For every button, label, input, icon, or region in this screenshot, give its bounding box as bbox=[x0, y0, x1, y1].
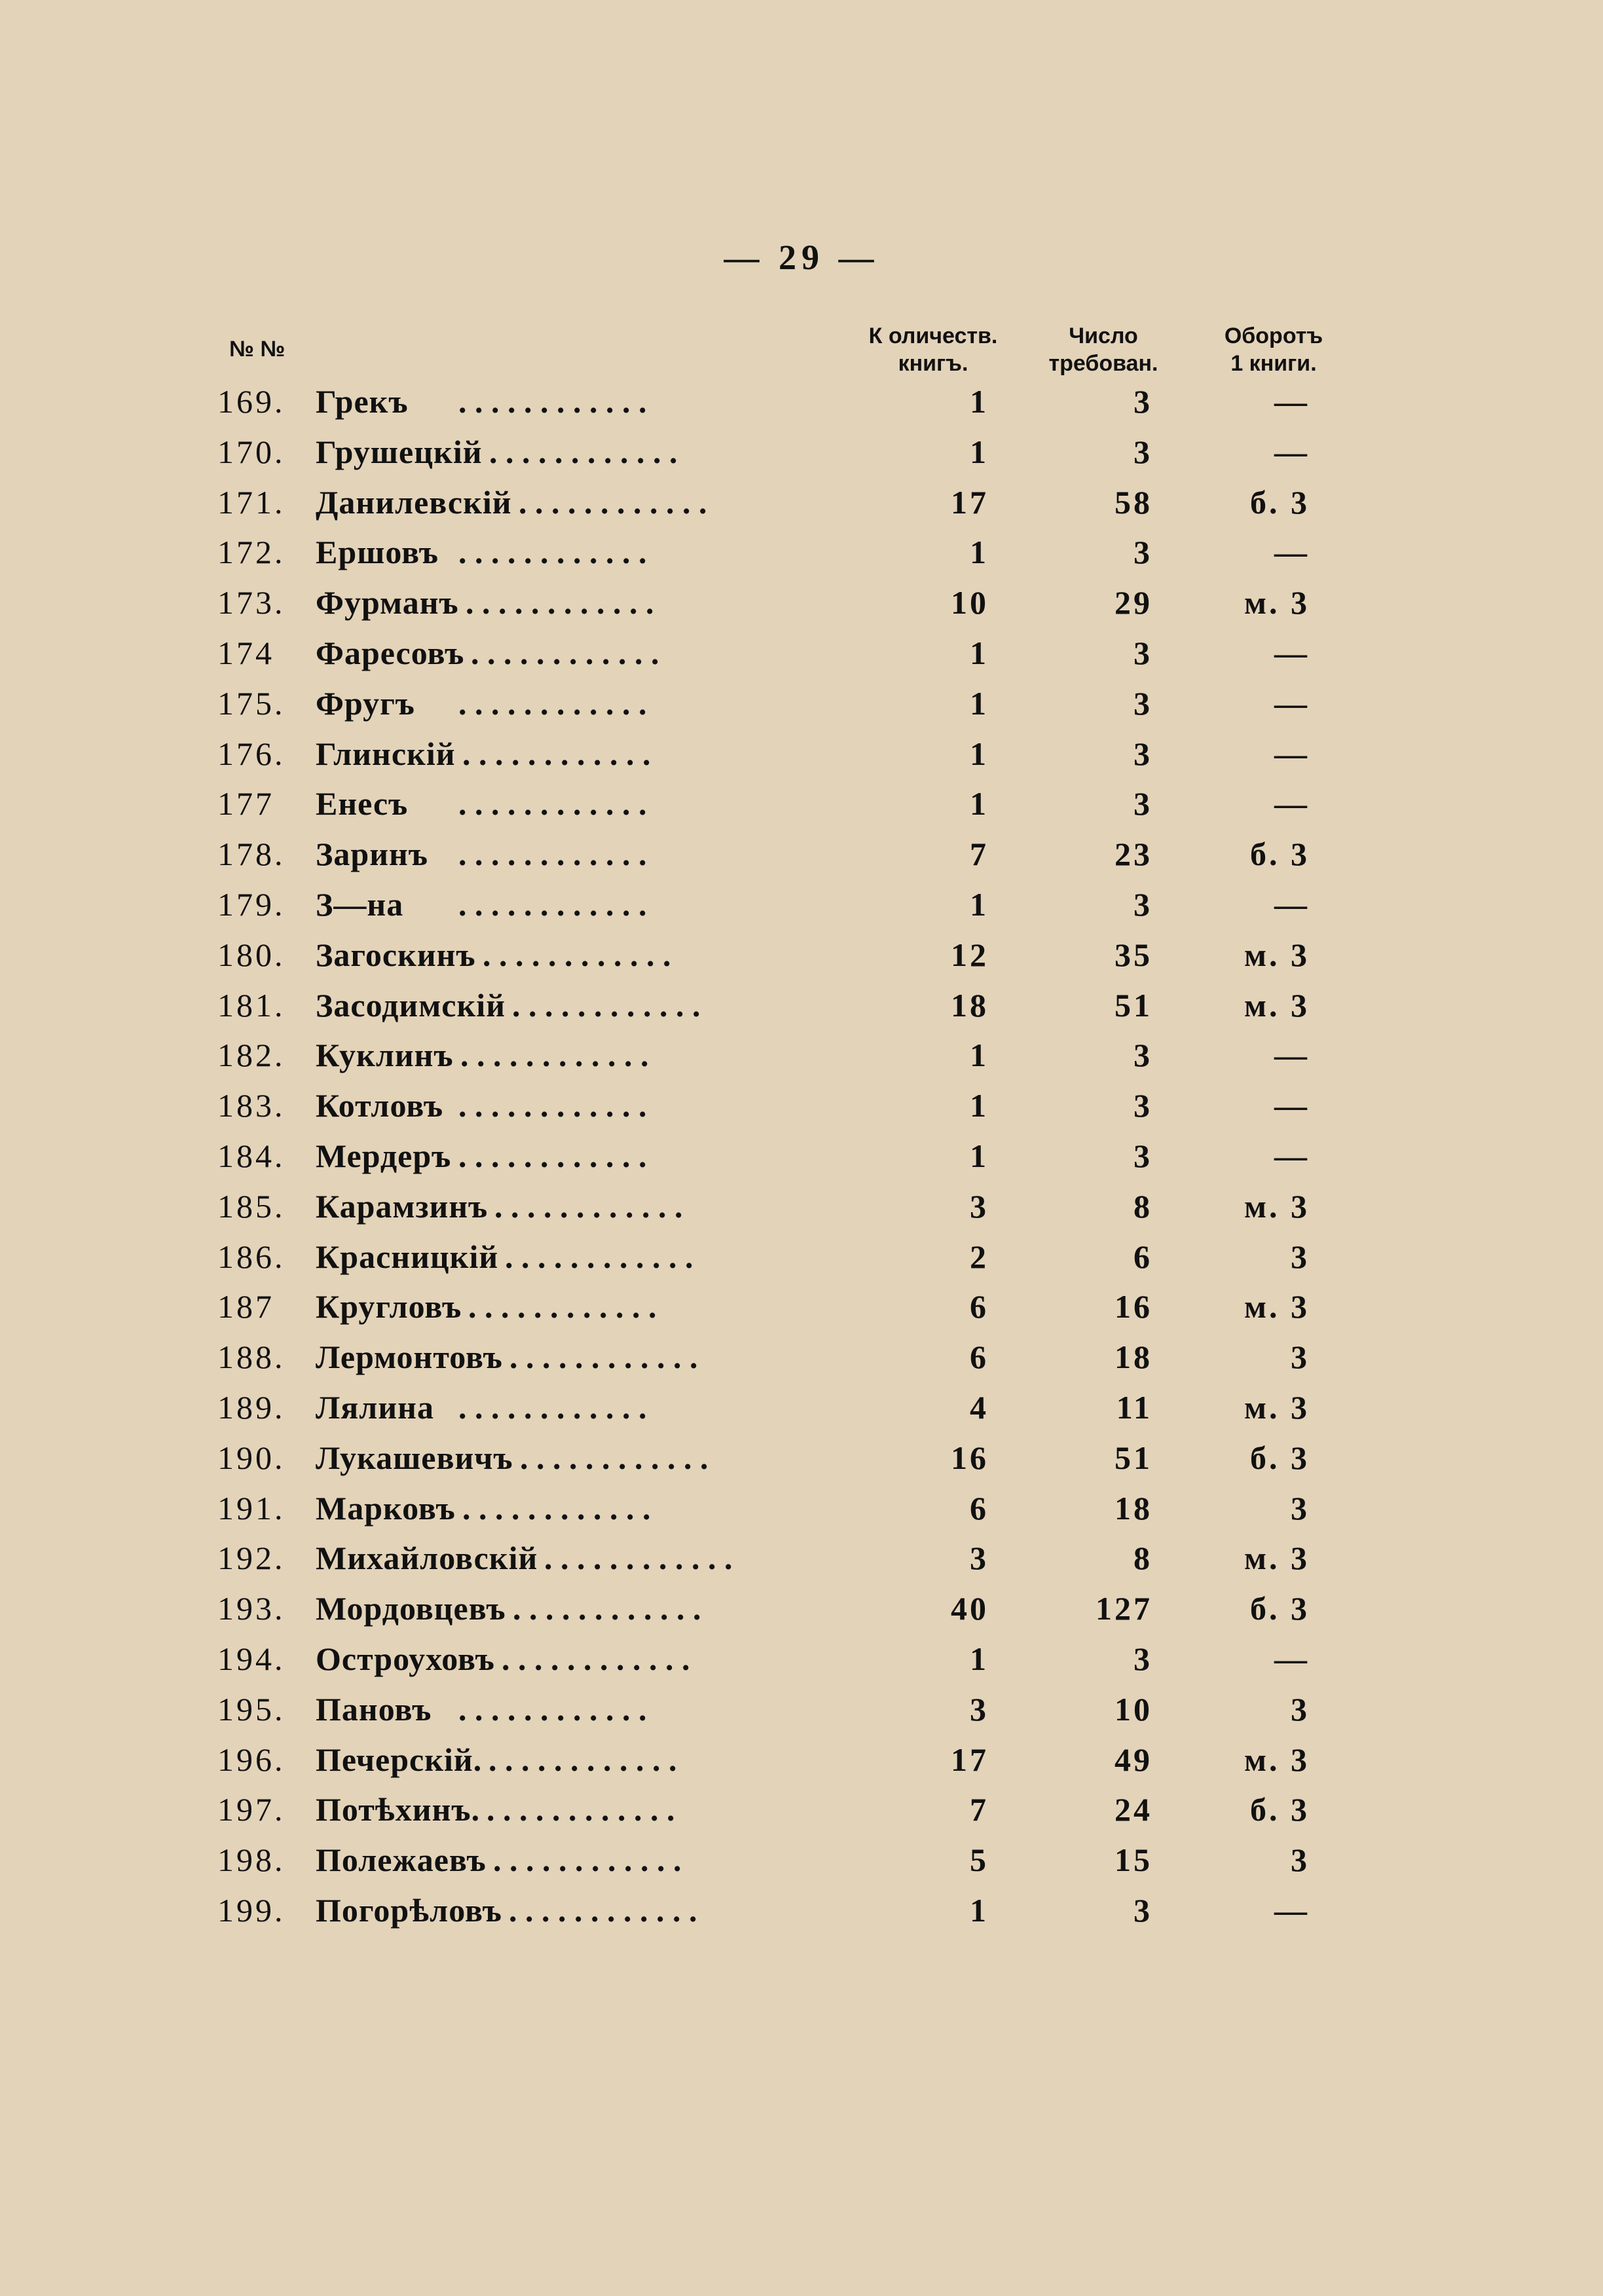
dot-leader: . . . . . . . . . . . . bbox=[494, 1187, 683, 1225]
table-row bbox=[0, 982, 1603, 1028]
dot-leader: . . . . . . . . . . . . bbox=[458, 534, 647, 571]
book-count: 5 bbox=[970, 1842, 989, 1879]
row-number: 190. bbox=[217, 1439, 286, 1476]
table-row bbox=[0, 932, 1603, 978]
author-name: Куклинъ bbox=[316, 1037, 454, 1074]
demand-count: 3 bbox=[1133, 1640, 1152, 1677]
dot-leader: . . . . . . . . . . . . bbox=[458, 1138, 647, 1174]
dot-leader: . . . . . . . . . . . . bbox=[520, 1439, 709, 1476]
book-count: 3 bbox=[970, 1187, 989, 1225]
table-row bbox=[0, 1083, 1603, 1128]
author-name: Мердеръ bbox=[316, 1138, 452, 1174]
book-count: 6 bbox=[970, 1288, 989, 1325]
table-row bbox=[0, 1384, 1603, 1430]
demand-count: 29 bbox=[1115, 584, 1152, 621]
turnover-value: м. 3 bbox=[1244, 986, 1310, 1024]
table-row bbox=[0, 1485, 1603, 1531]
table-row bbox=[0, 630, 1603, 676]
table-row bbox=[0, 1435, 1603, 1481]
row-number: 189. bbox=[217, 1389, 286, 1426]
demand-count: 3 bbox=[1133, 635, 1152, 671]
demand-count: 3 bbox=[1133, 785, 1152, 823]
table-row bbox=[0, 881, 1603, 927]
row-number: 187 bbox=[217, 1288, 274, 1325]
dot-leader: . . . . . . . . . . . . bbox=[458, 836, 647, 873]
author-name: Фурманъ bbox=[316, 584, 459, 621]
table-row bbox=[0, 831, 1603, 877]
dot-leader: . . . . . . . . . . . . bbox=[458, 684, 647, 722]
demand-count: 51 bbox=[1115, 1439, 1152, 1476]
book-count: 1 bbox=[970, 433, 989, 470]
author-name: Красницкій bbox=[316, 1238, 499, 1275]
demand-count: 11 bbox=[1116, 1389, 1152, 1426]
author-name: Фаресовъ bbox=[316, 635, 465, 671]
dot-leader: . . . . . . . . . . . . bbox=[493, 1842, 682, 1879]
row-number: 180. bbox=[217, 936, 286, 973]
row-number: 179. bbox=[217, 886, 286, 923]
author-name: Котловъ bbox=[316, 1087, 444, 1124]
book-count: 3 bbox=[970, 1690, 989, 1728]
turnover-value: — bbox=[1274, 383, 1310, 420]
author-name: Грекъ bbox=[316, 383, 409, 420]
author-name: Данилевскій bbox=[316, 483, 512, 521]
book-count: 1 bbox=[970, 1892, 989, 1929]
book-count: 2 bbox=[970, 1238, 989, 1275]
row-number: 171. bbox=[217, 483, 286, 521]
row-number: 194. bbox=[217, 1640, 286, 1677]
author-name: З—на bbox=[316, 886, 404, 923]
table-row bbox=[0, 379, 1603, 424]
dot-leader: . . . . . . . . . . . . bbox=[509, 1892, 697, 1929]
demand-count: 3 bbox=[1133, 1087, 1152, 1124]
book-count: 1 bbox=[970, 635, 989, 671]
dot-leader: . . . . . . . . . . . . bbox=[466, 584, 654, 621]
row-number: 192. bbox=[217, 1540, 286, 1577]
demand-count: 3 bbox=[1133, 1138, 1152, 1174]
turnover-value: м. 3 bbox=[1244, 936, 1310, 973]
turnover-value: б. 3 bbox=[1250, 836, 1310, 873]
dot-leader: . . . . . . . . . . . . bbox=[509, 1339, 698, 1376]
turnover-value: 3 bbox=[1291, 1238, 1310, 1275]
turnover-value: 3 bbox=[1291, 1842, 1310, 1879]
demand-count: 3 bbox=[1133, 1892, 1152, 1929]
book-count: 3 bbox=[970, 1540, 989, 1577]
row-number: 186. bbox=[217, 1238, 286, 1275]
table-row bbox=[0, 1686, 1603, 1732]
book-count: 18 bbox=[951, 986, 989, 1024]
dot-leader: . . . . . . . . . . . . bbox=[513, 1590, 701, 1627]
book-count: 17 bbox=[951, 1741, 989, 1778]
turnover-value: м. 3 bbox=[1244, 584, 1310, 621]
demand-count: 58 bbox=[1115, 483, 1152, 521]
book-count: 1 bbox=[970, 1138, 989, 1174]
turnover-value: 3 bbox=[1291, 1489, 1310, 1527]
turnover-value: м. 3 bbox=[1244, 1389, 1310, 1426]
author-name: Ершовъ bbox=[316, 534, 439, 571]
turnover-value: — bbox=[1274, 1138, 1310, 1174]
demand-count: 10 bbox=[1115, 1690, 1152, 1728]
dot-leader: . . . . . . . . . . . . bbox=[458, 886, 647, 923]
turnover-value: — bbox=[1274, 433, 1310, 470]
table-row bbox=[0, 1284, 1603, 1329]
dot-leader: . . . . . . . . . . . . bbox=[512, 986, 701, 1024]
demand-count: 6 bbox=[1133, 1238, 1152, 1275]
book-count: 16 bbox=[951, 1439, 989, 1476]
turnover-value: б. 3 bbox=[1250, 483, 1310, 521]
turnover-value: м. 3 bbox=[1244, 1741, 1310, 1778]
row-number: 172. bbox=[217, 534, 286, 571]
table-row bbox=[0, 781, 1603, 826]
table-row bbox=[0, 529, 1603, 575]
header-demand-count: Число требован. bbox=[1048, 324, 1158, 376]
book-count: 1 bbox=[970, 1640, 989, 1677]
demand-count: 8 bbox=[1133, 1187, 1152, 1225]
book-count: 7 bbox=[970, 836, 989, 873]
dot-leader: . . . . . . . . . . . . bbox=[502, 1640, 690, 1677]
demand-count: 3 bbox=[1133, 735, 1152, 772]
table-row bbox=[0, 1636, 1603, 1682]
book-count: 1 bbox=[970, 1087, 989, 1124]
author-name: Лялина bbox=[316, 1389, 434, 1426]
book-count: 1 bbox=[970, 785, 989, 823]
table-row bbox=[0, 1234, 1603, 1280]
dot-leader: . . . . . . . . . . . . bbox=[489, 433, 678, 470]
header-turnover: Оборотъ 1 книги. bbox=[1224, 324, 1323, 376]
dot-leader: . . . . . . . . . . . . bbox=[458, 1389, 647, 1426]
author-name: Мордовцевъ bbox=[316, 1590, 506, 1627]
turnover-value: б. 3 bbox=[1250, 1439, 1310, 1476]
book-count: 7 bbox=[970, 1791, 989, 1828]
author-name: Лукашевичъ bbox=[316, 1439, 513, 1476]
demand-count: 16 bbox=[1115, 1288, 1152, 1325]
book-count: 1 bbox=[970, 1037, 989, 1074]
row-number: 184. bbox=[217, 1138, 286, 1174]
row-number: 173. bbox=[217, 584, 286, 621]
turnover-value: м. 3 bbox=[1244, 1540, 1310, 1577]
demand-count: 3 bbox=[1133, 383, 1152, 420]
author-name: Фругъ bbox=[316, 684, 415, 722]
dot-leader: . . . . . . . . . . . . bbox=[462, 1489, 651, 1527]
demand-count: 51 bbox=[1115, 986, 1152, 1024]
book-count: 1 bbox=[970, 684, 989, 722]
turnover-value: м. 3 bbox=[1244, 1187, 1310, 1225]
book-count: 6 bbox=[970, 1489, 989, 1527]
row-number: 185. bbox=[217, 1187, 286, 1225]
table-row bbox=[0, 1887, 1603, 1933]
table-row bbox=[0, 1535, 1603, 1581]
author-name: Заринъ bbox=[316, 836, 428, 873]
table-row bbox=[0, 580, 1603, 625]
book-count: 1 bbox=[970, 534, 989, 571]
author-name: Потѣхинъ. bbox=[316, 1791, 481, 1828]
demand-count: 15 bbox=[1115, 1842, 1152, 1879]
table-row bbox=[0, 680, 1603, 726]
demand-count: 3 bbox=[1133, 684, 1152, 722]
author-name: Енесъ bbox=[316, 785, 409, 823]
demand-count: 18 bbox=[1115, 1489, 1152, 1527]
author-name: Кругловъ bbox=[316, 1288, 462, 1325]
demand-count: 18 bbox=[1115, 1339, 1152, 1376]
dot-leader: . . . . . . . . . . . . bbox=[458, 1690, 647, 1728]
turnover-value: — bbox=[1274, 1087, 1310, 1124]
row-number: 178. bbox=[217, 836, 286, 873]
turnover-value: 3 bbox=[1291, 1339, 1310, 1376]
row-number: 174 bbox=[217, 635, 274, 671]
demand-count: 3 bbox=[1133, 886, 1152, 923]
demand-count: 3 bbox=[1133, 1037, 1152, 1074]
row-number: 199. bbox=[217, 1892, 286, 1929]
row-number: 177 bbox=[217, 785, 274, 823]
table-row bbox=[0, 1334, 1603, 1380]
author-name: Карамзинъ bbox=[316, 1187, 488, 1225]
dot-leader: . . . . . . . . . . . . bbox=[458, 1087, 647, 1124]
header-number: № № bbox=[229, 337, 286, 361]
dot-leader: . . . . . . . . . . . . bbox=[458, 383, 647, 420]
author-name: Михайловскій bbox=[316, 1540, 538, 1577]
demand-count: 49 bbox=[1115, 1741, 1152, 1778]
demand-count: 8 bbox=[1133, 1540, 1152, 1577]
demand-count: 3 bbox=[1133, 534, 1152, 571]
row-number: 182. bbox=[217, 1037, 286, 1074]
turnover-value: — bbox=[1274, 1892, 1310, 1929]
turnover-value: — bbox=[1274, 1640, 1310, 1677]
dot-leader: . . . . . . . . . . . . bbox=[460, 1037, 649, 1074]
row-number: 176. bbox=[217, 735, 286, 772]
author-name: Печерскій. bbox=[316, 1741, 483, 1778]
dot-leader: . . . . . . . . . . . . bbox=[462, 735, 651, 772]
book-count: 10 bbox=[951, 584, 989, 621]
row-number: 193. bbox=[217, 1590, 286, 1627]
row-number: 196. bbox=[217, 1741, 286, 1778]
book-count: 4 bbox=[970, 1389, 989, 1426]
turnover-value: — bbox=[1274, 684, 1310, 722]
row-number: 198. bbox=[217, 1842, 286, 1879]
table-row bbox=[0, 1183, 1603, 1229]
dot-leader: . . . . . . . . . . . . bbox=[483, 936, 671, 973]
author-name: Погорѣловъ bbox=[316, 1892, 502, 1929]
row-number: 183. bbox=[217, 1087, 286, 1124]
author-name: Полежаевъ bbox=[316, 1842, 487, 1879]
author-name: Засодимскій bbox=[316, 986, 506, 1024]
turnover-value: 3 bbox=[1291, 1690, 1310, 1728]
author-name: Загоскинъ bbox=[316, 936, 476, 973]
table-row bbox=[0, 479, 1603, 525]
dot-leader: . . . . . . . . . . . . bbox=[458, 785, 647, 823]
dot-leader: . . . . . . . . . . . . bbox=[468, 1288, 657, 1325]
author-name: Лермонтовъ bbox=[316, 1339, 503, 1376]
turnover-value: — bbox=[1274, 635, 1310, 671]
row-number: 181. bbox=[217, 986, 286, 1024]
row-number: 191. bbox=[217, 1489, 286, 1527]
table-row bbox=[0, 1133, 1603, 1179]
demand-count: 24 bbox=[1115, 1791, 1152, 1828]
turnover-value: — bbox=[1274, 534, 1310, 571]
dot-leader: . . . . . . . . . . . . bbox=[544, 1540, 733, 1577]
row-number: 175. bbox=[217, 684, 286, 722]
demand-count: 35 bbox=[1115, 936, 1152, 973]
row-number: 195. bbox=[217, 1690, 286, 1728]
turnover-value: — bbox=[1274, 1037, 1310, 1074]
dot-leader: . . . . . . . . . . . . bbox=[471, 635, 659, 671]
table-row bbox=[0, 1837, 1603, 1883]
author-name: Грушецкій bbox=[316, 433, 483, 470]
demand-count: 23 bbox=[1115, 836, 1152, 873]
book-count: 12 bbox=[951, 936, 989, 973]
turnover-value: — bbox=[1274, 785, 1310, 823]
dot-leader: . . . . . . . . . . . . bbox=[519, 483, 707, 521]
turnover-value: — bbox=[1274, 735, 1310, 772]
author-name: Остроуховъ bbox=[316, 1640, 495, 1677]
turnover-value: б. 3 bbox=[1250, 1590, 1310, 1627]
author-name: Марковъ bbox=[316, 1489, 456, 1527]
header-book-count: К оличеств. книгъ. bbox=[868, 324, 998, 376]
row-number: 197. bbox=[217, 1791, 286, 1828]
turnover-value: — bbox=[1274, 886, 1310, 923]
table-row bbox=[0, 731, 1603, 777]
author-name: Пановъ bbox=[316, 1690, 432, 1728]
dot-leader: . . . . . . . . . . . . bbox=[487, 1791, 675, 1828]
dot-leader: . . . . . . . . . . . . bbox=[505, 1238, 693, 1275]
turnover-value: м. 3 bbox=[1244, 1288, 1310, 1325]
table-row bbox=[0, 429, 1603, 475]
table-row bbox=[0, 1585, 1603, 1631]
turnover-value: б. 3 bbox=[1250, 1791, 1310, 1828]
book-count: 1 bbox=[970, 886, 989, 923]
table-row bbox=[0, 1787, 1603, 1832]
demand-count: 3 bbox=[1133, 433, 1152, 470]
book-count: 17 bbox=[951, 483, 989, 521]
row-number: 170. bbox=[217, 433, 286, 470]
table-row bbox=[0, 1032, 1603, 1078]
book-count: 1 bbox=[970, 735, 989, 772]
row-number: 188. bbox=[217, 1339, 286, 1376]
book-count: 1 bbox=[970, 383, 989, 420]
book-count: 40 bbox=[951, 1590, 989, 1627]
row-number: 169. bbox=[217, 383, 286, 420]
table-row bbox=[0, 1737, 1603, 1783]
dot-leader: . . . . . . . . . . . . bbox=[488, 1741, 677, 1778]
demand-count: 127 bbox=[1096, 1590, 1152, 1627]
page-number: — 29 — bbox=[724, 238, 879, 277]
book-count: 6 bbox=[970, 1339, 989, 1376]
author-name: Глинскій bbox=[316, 735, 456, 772]
